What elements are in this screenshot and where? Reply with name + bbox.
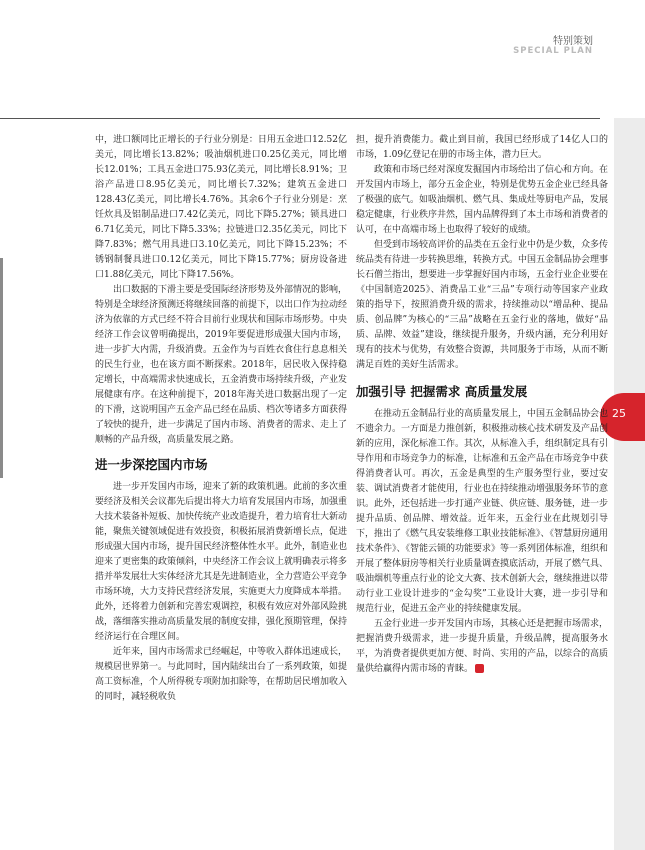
side-margin-bar [614, 118, 645, 850]
paragraph: 近年来，国内市场需求已经崛起，中等收入群体迅速成长，规模居世界第一。与此同时，国内陆续出台了一系列政策，如提高工资标准，个人所得税专项附加扣除等，在帮助居民增加收入的同时，减轻税收负 [95, 647, 348, 702]
left-edge-strip [0, 258, 3, 478]
paragraph-text: 五金行业进一步开发国内市场，其核心还是把握市场需求，把握消费升级需求，进一步提升质量，升级品牌，提高服务水平，为消费者提供更加方便、时尚、实用的产品，以综合的高质量供给赢得内需市场的青睐。 [356, 619, 609, 674]
header-divider [0, 118, 600, 119]
section-heading: 加强引导 把握需求 高质量发展 [356, 384, 528, 399]
paragraph: 出口数据的下滑主要是受国际经济形势及外部情况的影响，特别是全球经济预测还将继续回落的前提下，以出口作为拉动经济为依靠的方式已经不符合目前行业现状和国际市场形势。中央经济工作会议曾明确提出，2019年要促进形成强大国内市场，进一步扩大内需，升级消费。五金作为与百姓衣食住行息息相关的民生行业，也在该方面不断探索。2018年，居民收入保持稳定增长，中高端需求快速成长，五金消费市场持续升级，产业发展健康有序。在这种前提下，2018年海关进口数据出现了一定的下滑，这说明国产五金产品已经在品质、档次等诸多方面获得了较快的提升，进一步满足了国内市场、消费者的需求、走上了顺畅的产品升级，高质量发展之路。 [95, 285, 348, 445]
paragraph: 中，进口额同比正增长的子行业分别是：日用五金进口12.52亿美元，同比增长13.82%；吸油烟机进口0.25亿美元，同比增长12.01%；工具五金进口75.93亿美元，同比增长8.91%；卫浴产品进口8.95亿美元，同比增长7.32%；建筑五金进口128.43亿美元，同比增长4.76%。其余6个子行业分别是：烹饪炊具及铝制品进口7.42亿美元，同比下降5.27%；锁具进口6.71亿美元，同比下降5.33%；拉链进口2.35亿美元，同比下降7.83%；燃气用具进口3.10亿美元，同比下降15.23%；不锈钢制餐具进口0.12亿美元，同比下降15.77%；厨房设备进口1.88亿美元，同比下降17.56%。 [95, 135, 347, 280]
section-heading: 进一步深挖国内市场 [95, 457, 208, 472]
section-subtitle: SPECIAL PLAN [513, 46, 593, 56]
paragraph: 担，提升消费能力。截止到目前，我国已经形成了14亿人口的市场，1.09亿登记在册的市场主体，潜力巨大。 [356, 135, 608, 160]
page-number: 25 [612, 407, 626, 420]
paragraph: 政策和市场已经对深度发掘国内市场给出了信心和方向。在开发国内市场上，部分五金企业，特别是优势五金企业已经具备了极强的底气。如吸油烟机、燃气具、集成灶等厨电产品，发展稳定健康，行业秩序井然，国内品牌得到了本土市场和消费者的认可，在中高端市场上也取得了较好的成绩。 [356, 165, 609, 235]
right-column [356, 133, 608, 677]
paragraph: 进一步开发国内市场，迎来了新的政策机遇。此前的多次重要经济及相关会议都先后提出将大力培育发展国内市场，加强重大技术装备补短板、加快传统产业改造提升，着力培育壮大新动能，聚焦关键领域促进有效投资，积极拓展消费新增长点，促进形成强大国内市场，提升国民经济整体性水平。此外，制造业也迎来了更密集的政策倾斜，中央经济工作会议上就明确表示将多措并举发展壮大实体经济尤其是先进制造业，全力营造公平竞争市场环境，大力支持民营经济发展，实施更大力度降成本举措。此外，还将着力创新和完善宏观调控，积极有效应对外部风险挑战，落细落实推动高质量发展的制度安排，强化预期管理，保持经济运行在合理区间。 [95, 482, 348, 642]
paragraph [356, 617, 608, 677]
section-title: 特别策划 [553, 36, 593, 47]
paragraph: 在推动五金制品行业的高质量发展上，中国五金制品协会也不遗余力。一方面是力推创新，积极推动核心技术研发及产品创新的应用，深化标准工作。其次，从标准入手，组织制定具有引导作用和市场竞争力的标准，让标准和五金产品在市场竞争中获得消费者认可。再次，五金是典型的生产服务型行业，要过安装、调试消费者才能使用，行业也在持续推动增强服务环节的意识。此外，还包括进一步打通产业链、供应链、服务链，进一步提升品质、创品牌、增效益。近年来，五金行业在此规划引导下，推出了《燃气具安装维修工职业技能标准》、《智慧厨房通用技术条件》、《智能云锁的功能要求》等一系列团体标准，组织和开展了整体厨房等相关行业质量调查摸底活动，开展了燃气具、吸油烟机等重点行业的论文大赛、技术创新大会，继续推进以带动行业工业设计进步的“金勾奖”工业设计大赛，进一步引导和规范行业，促进五金产业的持续健康发展。 [356, 409, 609, 614]
paragraph: 但受到市场较高评价的品类在五金行业中仍是少数，众多传统品类有待进一步转换思维，转换方式。中国五金制品协会理事长石僧兰指出，想要进一步掌握好国内市场，五金行业企业要在《中国制造2025》、消费品工业“三品”专项行动等国家产业政策的指导下，按照消费升级的需求，持续推动以“增品种、提品质、创品牌”为核心的“三品”战略在五金行业的落地，做好“品质、品牌、效益”建设，继续提升服务，升级内涵，充分利用好现有的技术与优势，有效整合资源，共同服务于市场，从而不断满足百姓的美好生活需求。 [356, 240, 609, 370]
end-of-article-icon [475, 664, 484, 673]
left-column [95, 133, 347, 705]
